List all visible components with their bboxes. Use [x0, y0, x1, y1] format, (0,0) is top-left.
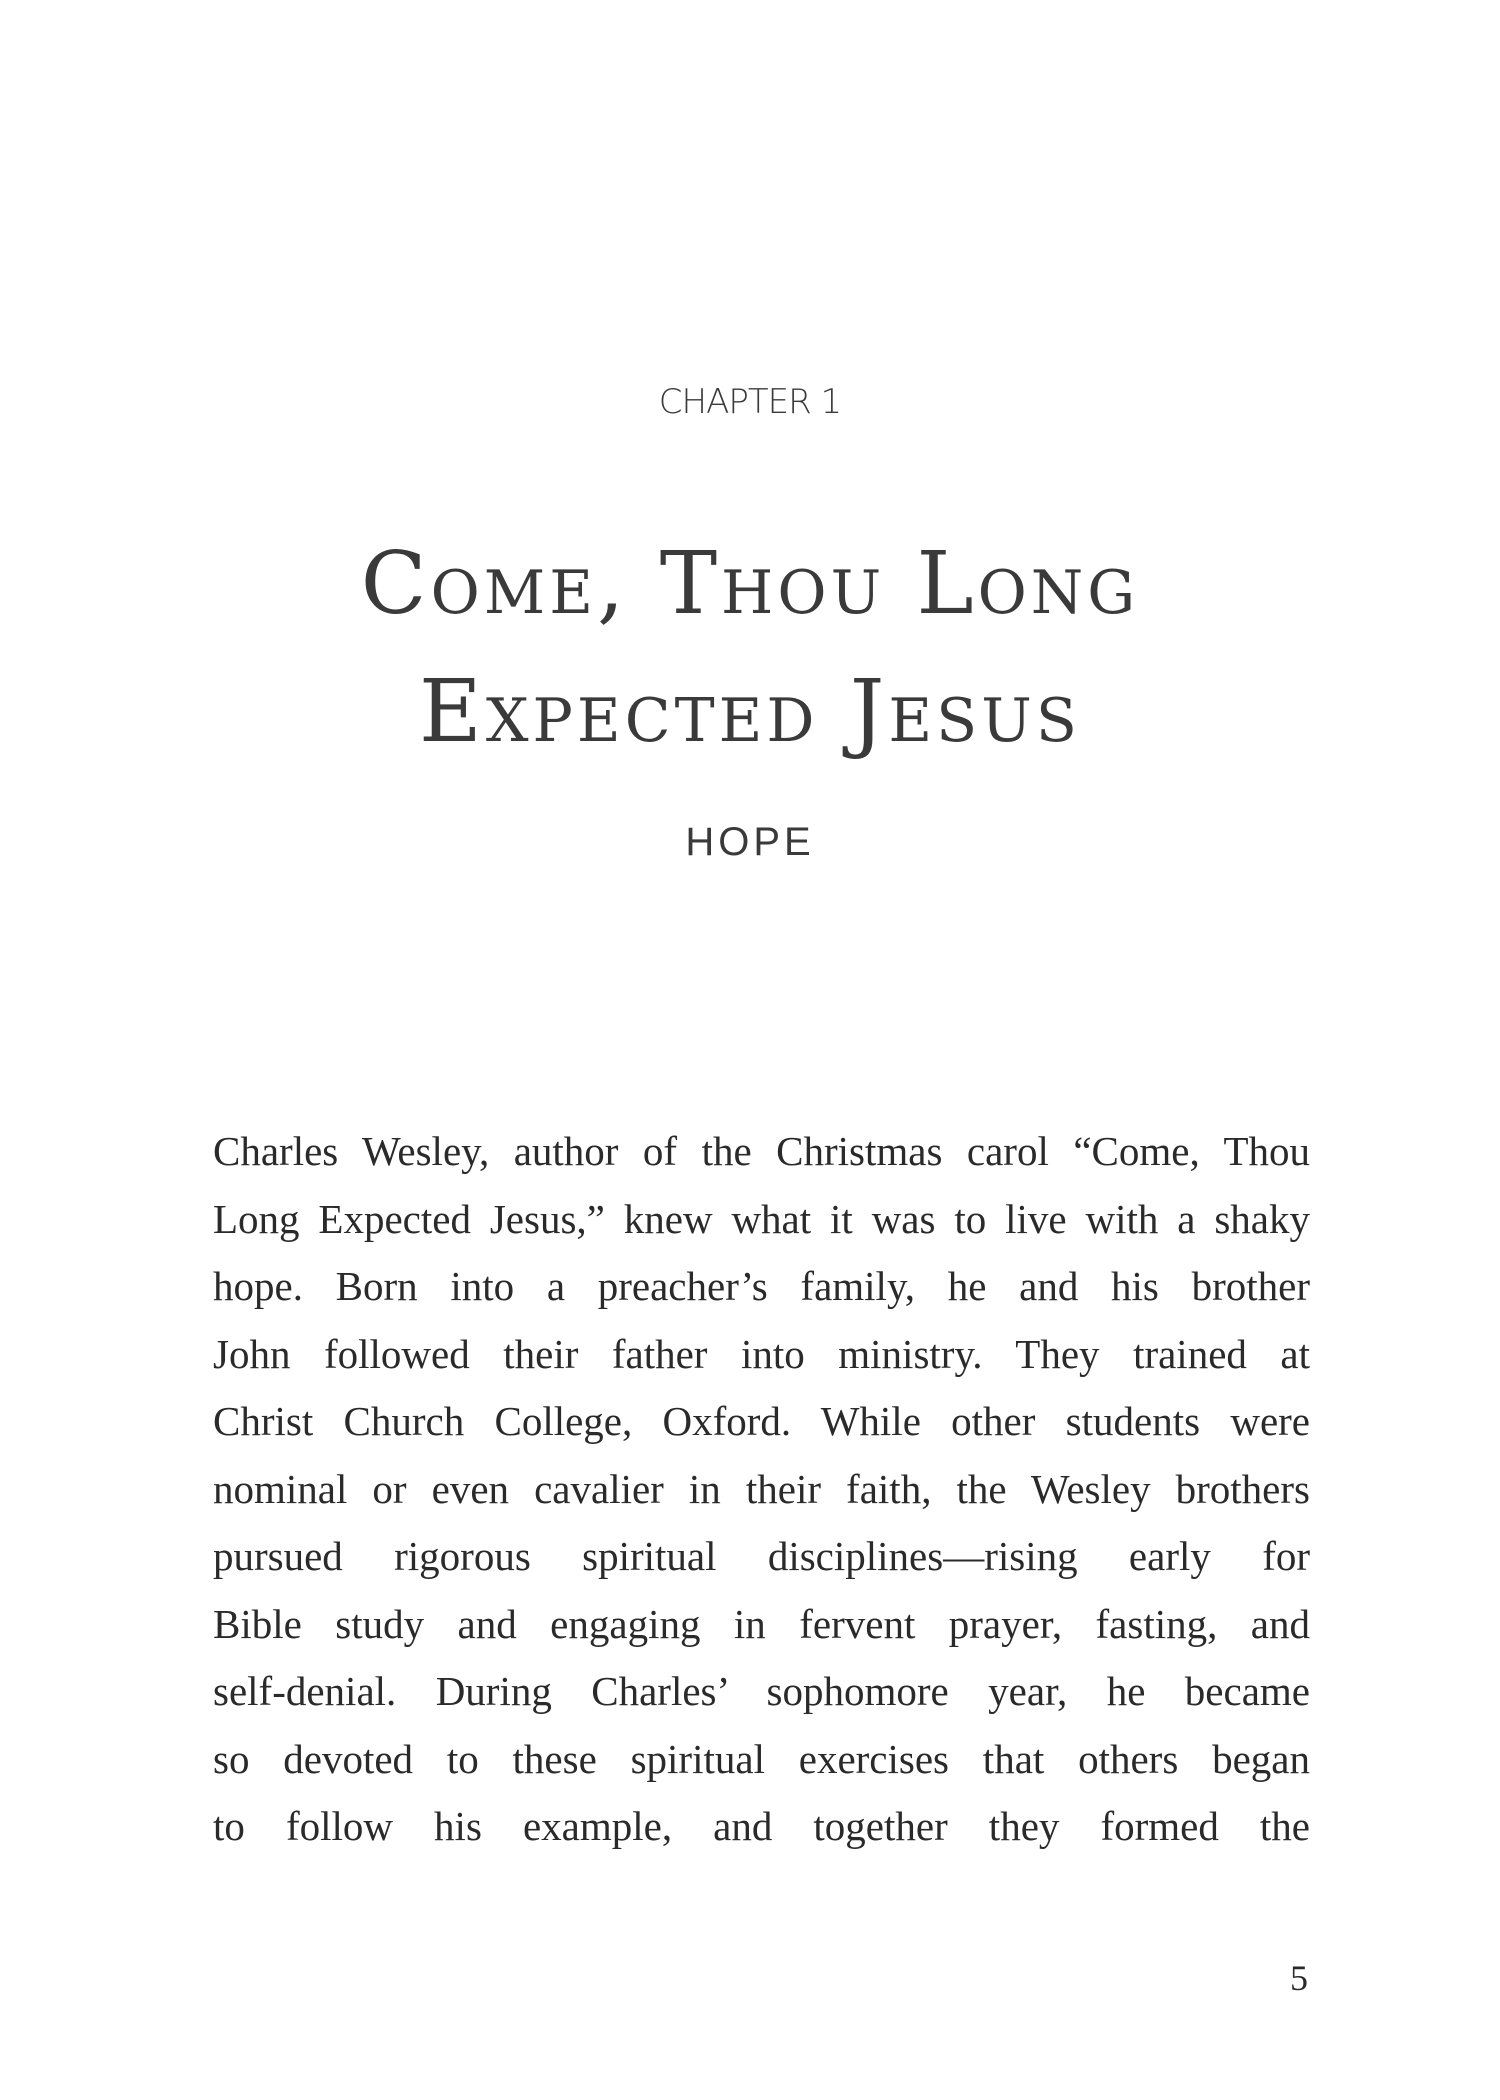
text-line: Charles Wesley, author of the Christmas carol “Come, Thou [213, 1128, 1310, 1174]
text-line: Long Expected Jesus,” knew what it was to live with a shaky [213, 1195, 1310, 1242]
text-line: Bible study and engaging in fervent prayer, fasting, and [213, 1600, 1310, 1647]
text-line: so devoted to these spiritual exercises that others began [213, 1735, 1310, 1782]
page-number: 5 [1290, 1958, 1308, 1998]
chapter-title-line: Expected Jesus [419, 662, 1081, 762]
text-line: Christ Church College, Oxford. While other students were [213, 1398, 1310, 1444]
body-paragraph [213, 1118, 1310, 1861]
chapter-subtitle: HOPE [685, 820, 815, 864]
text-line: self-denial. During Charles’ sophomore year, he became [213, 1668, 1310, 1714]
text-line: to follow his example, and together they formed the [213, 1803, 1310, 1849]
text-line: nominal or even cavalier in their faith, the Wesley brothers [213, 1465, 1310, 1512]
text-line: pursued rigorous spiritual disciplines—rising early for [213, 1533, 1310, 1579]
chapter-title-line: Come, Thou Long [360, 534, 1140, 634]
text-line: hope. Born into a preacher’s family, he and his brother [213, 1263, 1310, 1309]
chapter-label: CHAPTER 1 [658, 382, 842, 422]
chapter-title [0, 520, 1500, 776]
text-line: John followed their father into ministry. They trained at [213, 1330, 1310, 1377]
